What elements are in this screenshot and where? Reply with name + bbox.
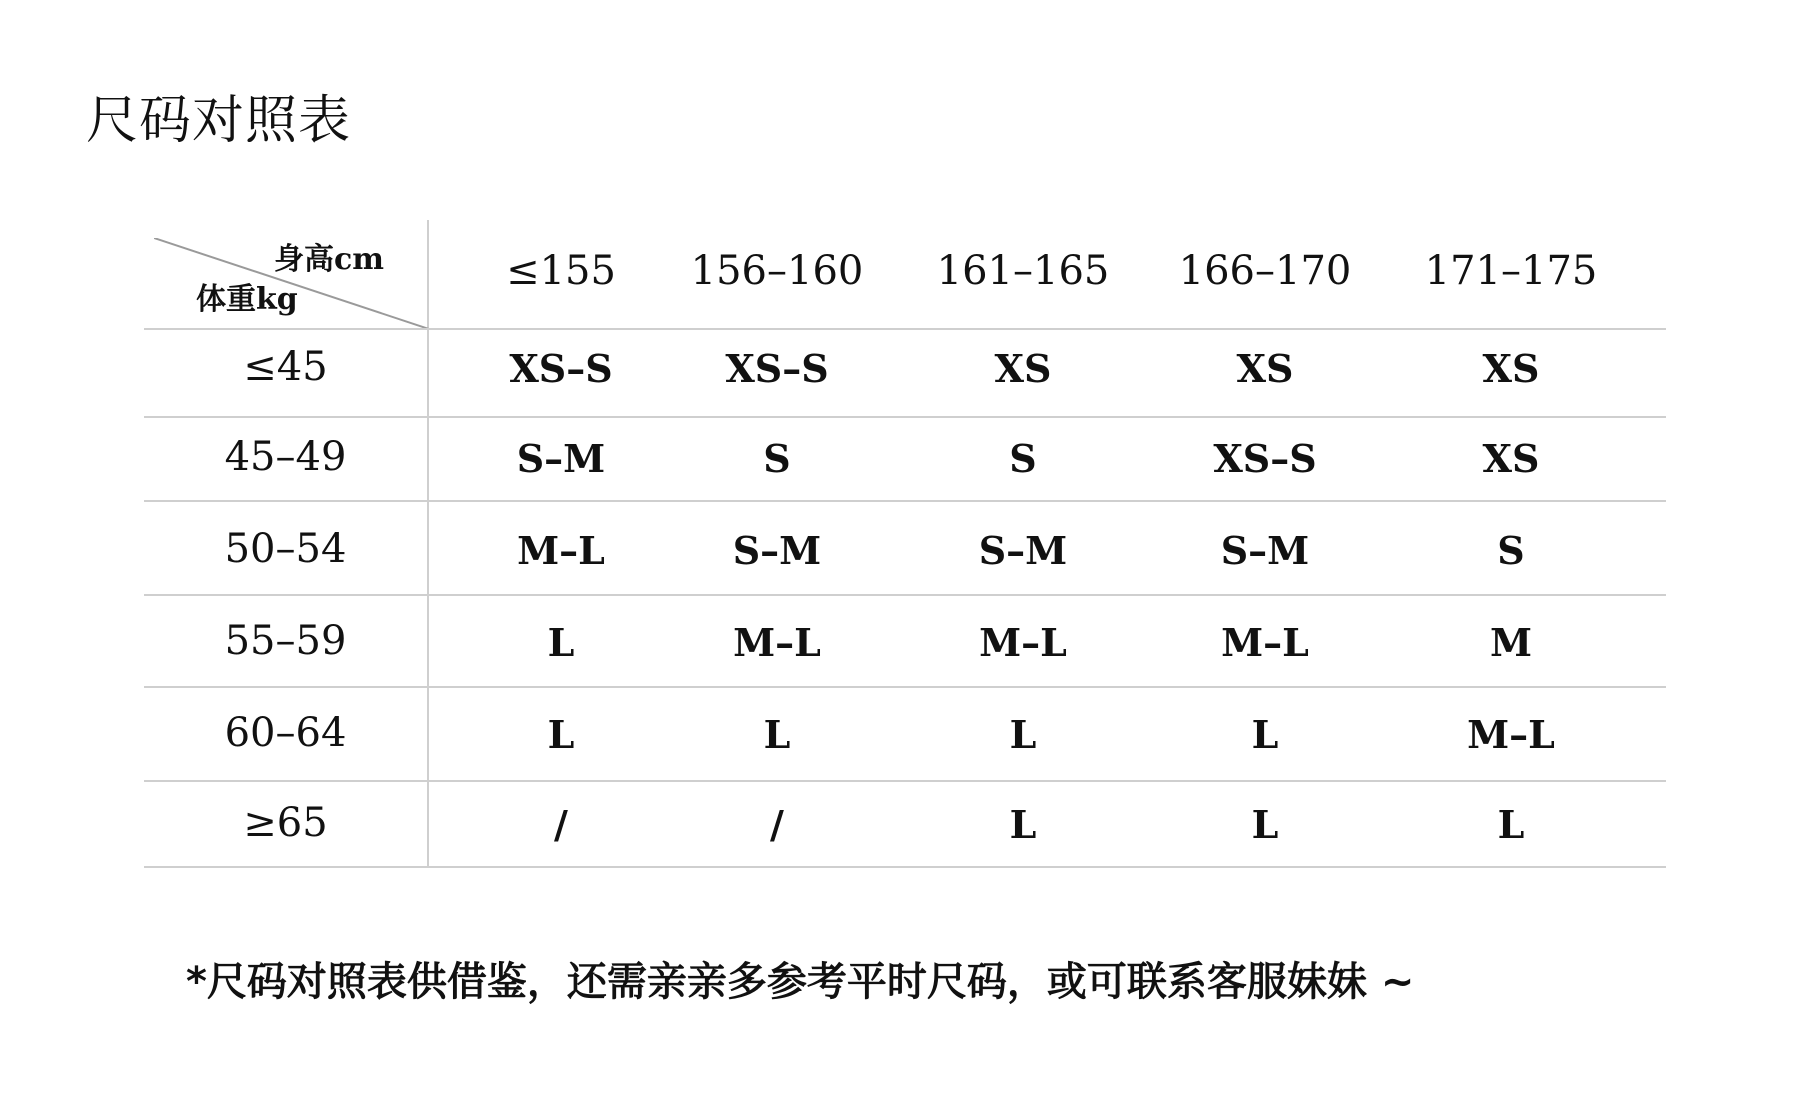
table-divider [144, 780, 1666, 782]
height-column-header: 171–175 [1424, 248, 1598, 294]
size-cell: M–L [979, 620, 1067, 665]
weight-row-header: ≤45 [243, 344, 328, 390]
size-cell: XS [1482, 346, 1540, 391]
page-title: 尺码对照表 [86, 91, 352, 151]
size-cell: S [763, 436, 791, 481]
size-chart-table [144, 220, 1666, 870]
size-cell: L [1497, 802, 1525, 847]
size-cell: XS–S [509, 346, 613, 391]
size-cell: M–L [517, 528, 605, 573]
size-cell: S [1009, 436, 1037, 481]
size-cell: XS–S [1213, 436, 1317, 481]
size-cell: XS [1236, 346, 1294, 391]
size-cell: L [1009, 802, 1037, 847]
corner-height-label: 身高cm [274, 242, 385, 277]
height-column-header: 166–170 [1178, 248, 1352, 294]
size-cell: L [1251, 802, 1279, 847]
size-cell: M–L [733, 620, 821, 665]
size-cell: XS [994, 346, 1052, 391]
weight-row-header: ≥65 [243, 800, 328, 846]
height-column-header: 156–160 [690, 248, 864, 294]
size-cell: L [547, 620, 575, 665]
weight-row-header: 50–54 [224, 526, 347, 572]
size-cell: S [1497, 528, 1525, 573]
table-divider-bottom [144, 866, 1666, 868]
size-cell: M–L [1467, 712, 1555, 757]
height-column-header: 161–165 [936, 248, 1110, 294]
table-divider [144, 594, 1666, 596]
table-divider [144, 500, 1666, 502]
height-column-header: ≤155 [506, 248, 616, 294]
corner-weight-label: 体重kg [196, 282, 298, 317]
size-cell: M [1489, 620, 1533, 665]
size-cell: L [1009, 712, 1037, 757]
size-cell: S–M [978, 528, 1068, 573]
weight-row-header: 60–64 [224, 710, 347, 756]
size-cell: L [763, 712, 791, 757]
size-cell: / [554, 802, 568, 847]
size-cell: M–L [1221, 620, 1309, 665]
footnote: *尺码对照表供借鉴，还需亲亲多参考平时尺码，或可联系客服妹妹 ~ [186, 959, 1415, 1005]
size-cell: XS [1482, 436, 1540, 481]
size-cell: XS–S [725, 346, 829, 391]
table-divider [144, 686, 1666, 688]
size-cell: / [770, 802, 784, 847]
table-divider-header [144, 328, 1666, 330]
size-cell: S–M [516, 436, 606, 481]
size-cell: S–M [1220, 528, 1310, 573]
weight-row-header: 55–59 [224, 618, 347, 664]
size-cell: L [547, 712, 575, 757]
size-cell: S–M [732, 528, 822, 573]
table-divider [144, 416, 1666, 418]
weight-row-header: 45–49 [224, 434, 347, 480]
size-cell: L [1251, 712, 1279, 757]
